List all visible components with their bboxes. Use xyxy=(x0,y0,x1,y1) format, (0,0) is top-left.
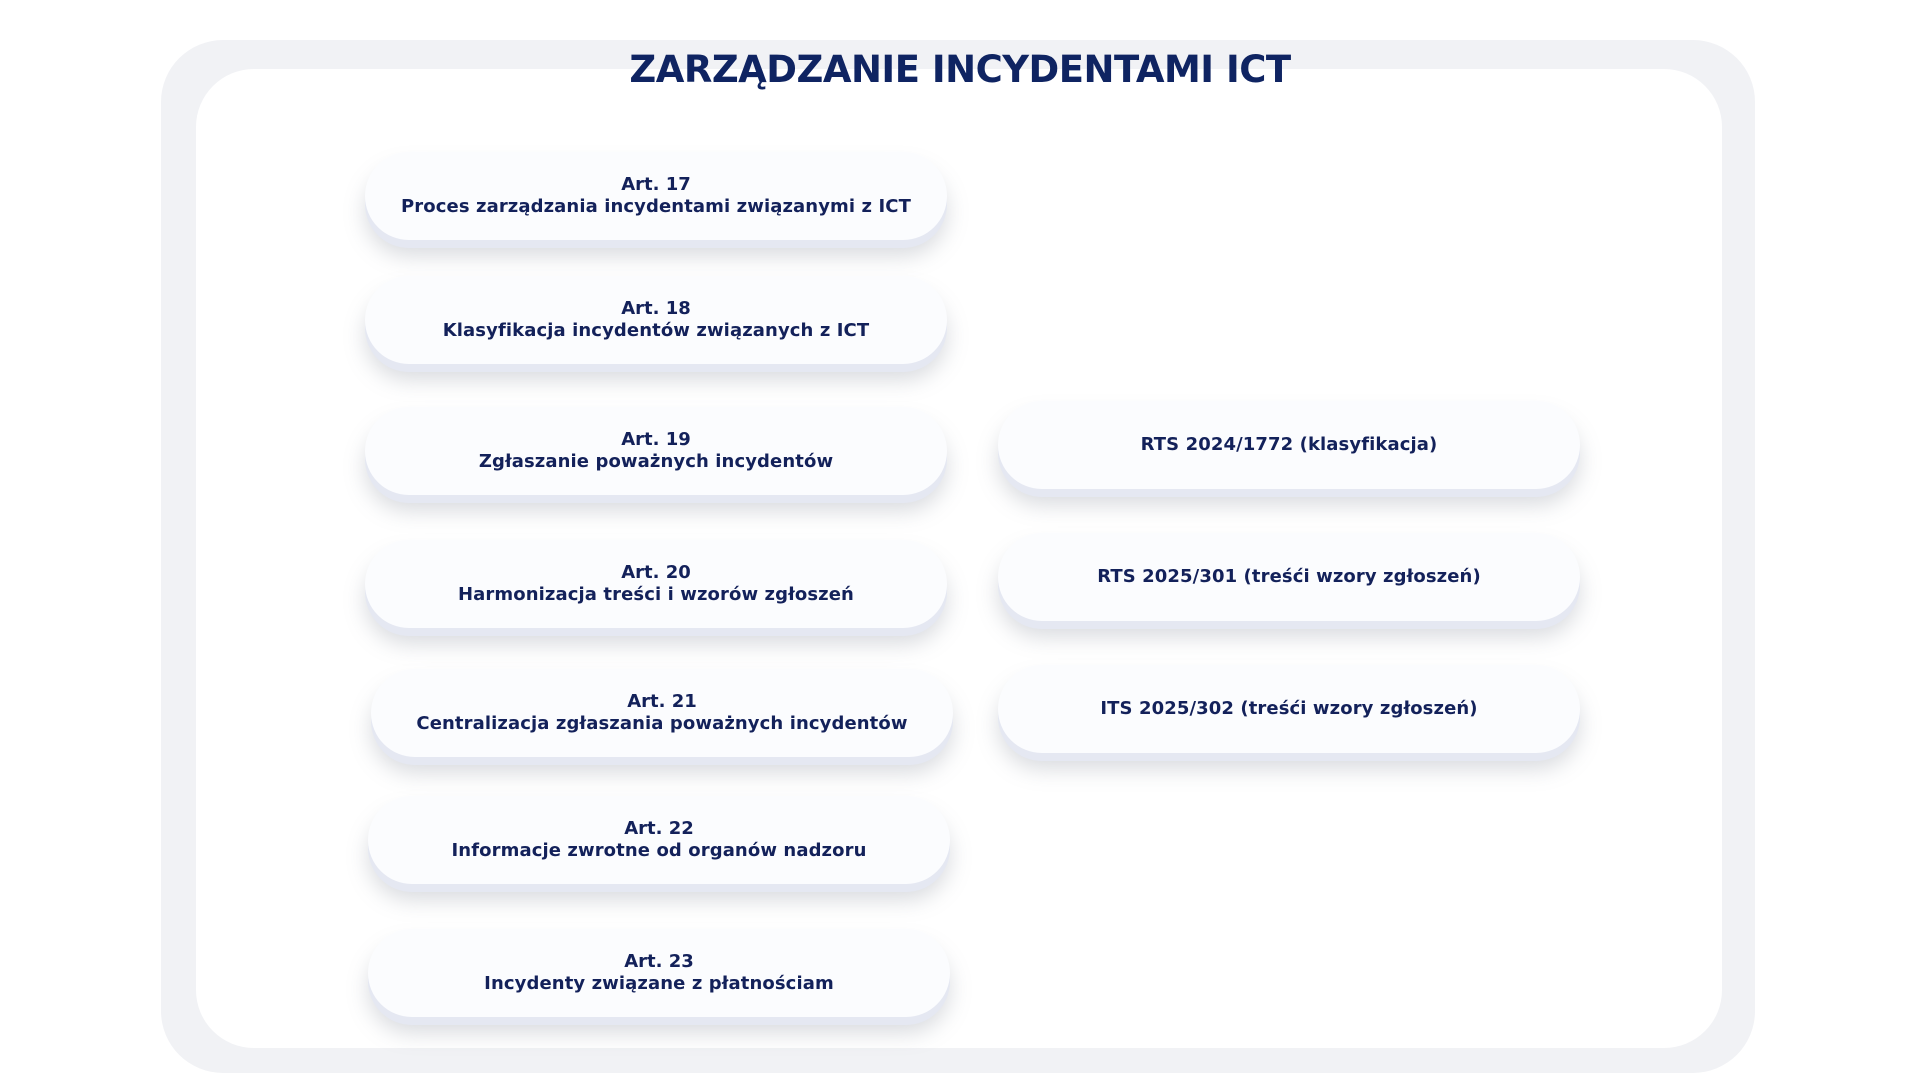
article-box-21 xyxy=(371,669,953,757)
article-description: Informacje zwrotne od organów nadzoru xyxy=(451,840,867,861)
standard-box-its-2025-302 xyxy=(998,665,1580,753)
article-description: Klasyfikacja incydentów związanych z ICT xyxy=(442,320,870,341)
article-description: Harmonizacja treści i wzorów zgłoszeń xyxy=(458,584,854,605)
article-number: Art. 23 xyxy=(624,951,694,972)
standard-label: ITS 2025/302 (treśći wzory zgłoszeń) xyxy=(1100,698,1478,719)
article-box-23 xyxy=(368,929,950,1017)
article-description: Incydenty związane z płatnościam xyxy=(484,973,834,994)
article-number: Art. 17 xyxy=(621,174,691,195)
article-box-20 xyxy=(365,540,947,628)
article-number: Art. 19 xyxy=(621,429,691,450)
article-description: Zgłaszanie poważnych incydentów xyxy=(478,451,834,472)
standard-box-rts-2024-1772 xyxy=(998,401,1580,489)
standard-label: RTS 2024/1772 (klasyfikacja) xyxy=(1140,434,1438,455)
article-number: Art. 18 xyxy=(621,298,691,319)
article-description: Proces zarządzania incydentami związanymi z ICT xyxy=(401,196,911,217)
article-number: Art. 22 xyxy=(624,818,694,839)
standard-label: RTS 2025/301 (treśći wzory zgłoszeń) xyxy=(1097,566,1481,587)
article-number: Art. 20 xyxy=(621,562,691,583)
page-title: ZARZĄDZANIE INCYDENTAMI ICT xyxy=(629,48,1291,91)
article-description: Centralizacja zgłaszania poważnych incydentów xyxy=(416,713,908,734)
article-box-22 xyxy=(368,796,950,884)
standard-box-rts-2025-301 xyxy=(998,533,1580,621)
article-box-19 xyxy=(365,407,947,495)
article-box-17 xyxy=(365,152,947,240)
article-box-18 xyxy=(365,276,947,364)
article-number: Art. 21 xyxy=(627,691,697,712)
